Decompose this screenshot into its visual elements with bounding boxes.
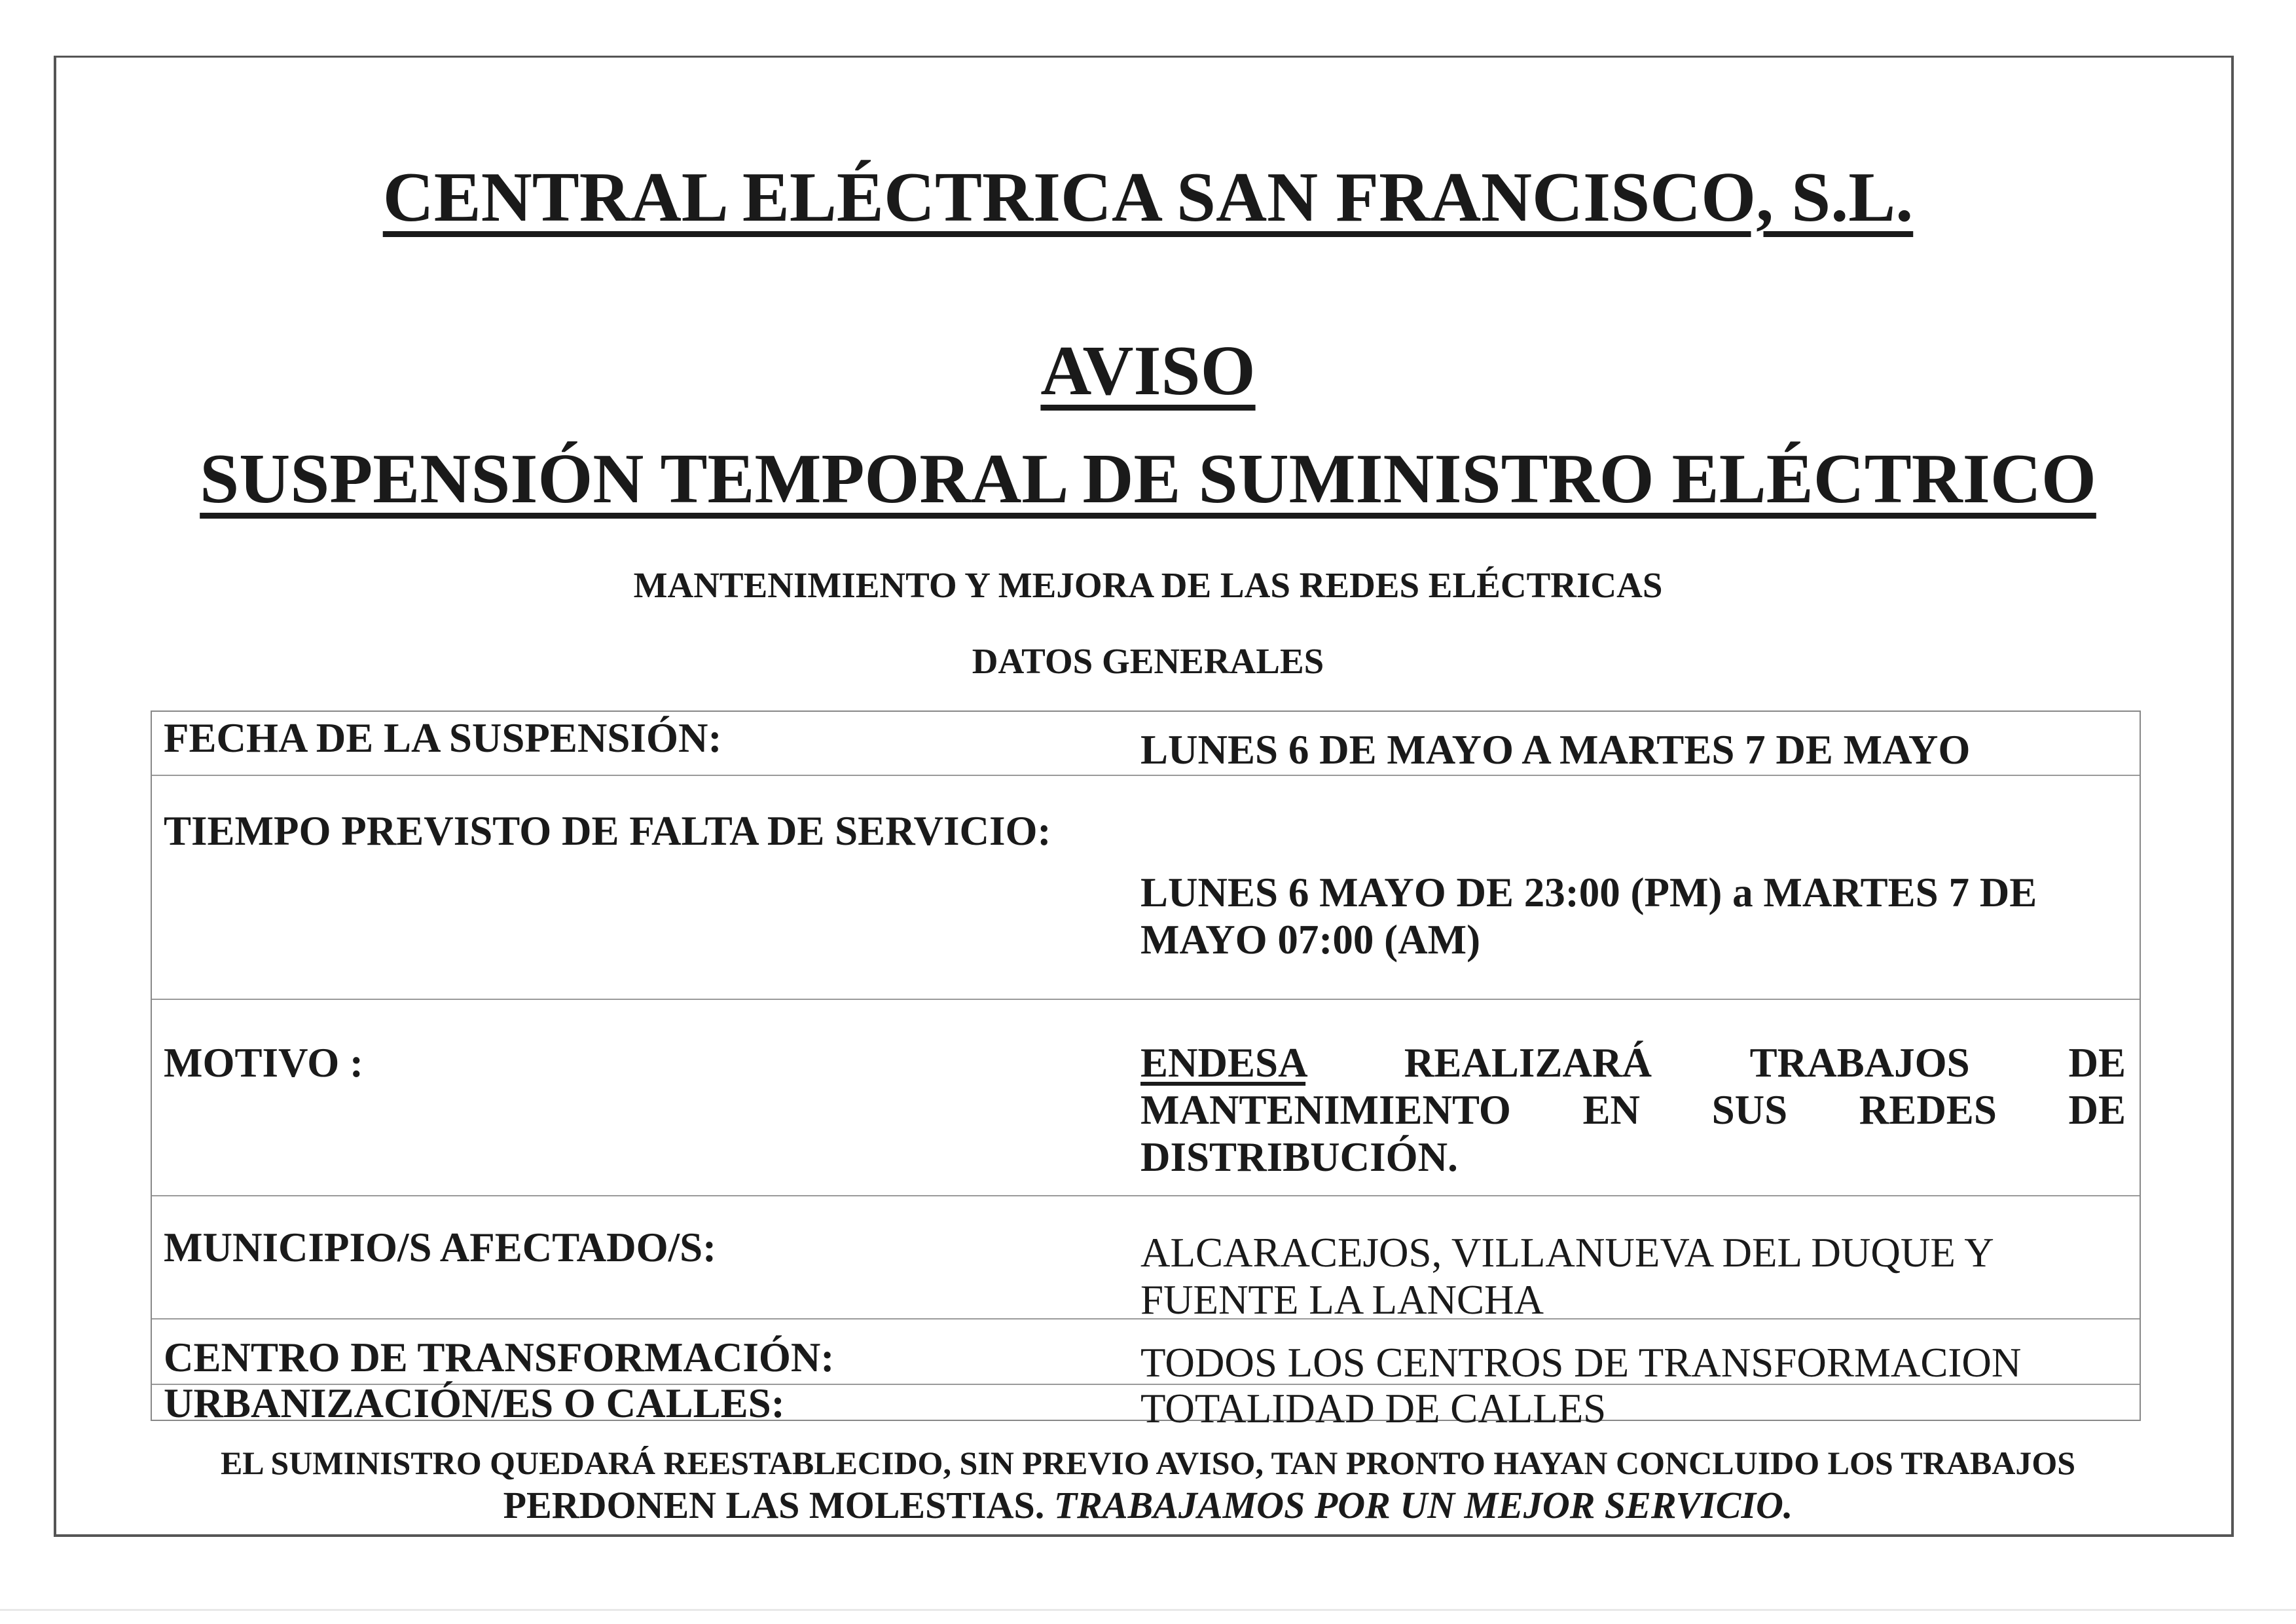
footer-apology-text: PERDONEN LAS MOLESTIAS. <box>503 1484 1045 1526</box>
row-label: MUNICIPIO/S AFECTADO/S: <box>164 1225 717 1270</box>
table-row <box>152 1320 2140 1385</box>
section-title: DATOS GENERALES <box>972 641 1324 681</box>
notice-title-text: AVISO <box>1040 332 1256 410</box>
row-value: TODOS LOS CENTROS DE TRANSFORMACION <box>1140 1340 2022 1386</box>
row-value: LUNES 6 DE MAYO A MARTES 7 DE MAYO <box>1140 727 1971 773</box>
row-label: CENTRO DE TRANSFORMACIÓN: <box>164 1335 835 1380</box>
details-table <box>151 710 2141 1431</box>
scan-edge <box>0 1609 2296 1611</box>
row-label: URBANIZACIÓN/ES O CALLES: <box>164 1380 785 1426</box>
row-value <box>1140 1039 2126 1181</box>
table-row <box>152 1000 2140 1196</box>
row-label: MOTIVO : <box>164 1040 363 1086</box>
table-row <box>152 712 2140 776</box>
company-endesa: ENDESA <box>1140 1040 1306 1086</box>
row-label: TIEMPO PREVISTO DE FALTA DE SERVICIO: <box>164 808 1051 854</box>
table-row <box>152 1196 2140 1323</box>
row-value: LUNES 6 MAYO DE 23:00 (PM) a MARTES 7 DE MAYO 07:00 (AM) <box>1140 870 2037 963</box>
row-label: FECHA DE LA SUSPENSIÓN: <box>164 715 722 761</box>
row-value: TOTALIDAD DE CALLES <box>1140 1386 1607 1431</box>
table-row <box>152 776 2140 1000</box>
footer-slogan: TRABAJAMOS POR UN MEJOR SERVICIO. <box>1053 1484 1793 1526</box>
subtitle: MANTENIMIENTO Y MEJORA DE LAS REDES ELÉCTRICAS <box>633 565 1663 605</box>
headline <box>0 439 2296 520</box>
footer-apology <box>0 1483 2296 1527</box>
table-row <box>152 1380 2140 1431</box>
footer-notice: EL SUMINISTRO QUEDARÁ REESTABLECIDO, SIN PREVIO AVISO, TAN PRONTO HAYAN CONCLUIDO LOS TRABAJOS <box>220 1445 2076 1481</box>
row-value: ALCARACEJOS, VILLANUEVA DEL DUQUE Y FUENTE LA LANCHA <box>1140 1230 1993 1323</box>
notice-title <box>0 331 2296 412</box>
headline-text: SUSPENSIÓN TEMPORAL DE SUMINISTRO ELÉCTRICO <box>200 440 2096 518</box>
company-name <box>0 157 2296 238</box>
company-name-text: CENTRAL ELÉCTRICA SAN FRANCISCO, S.L. <box>382 158 1914 236</box>
row-value-text: REALIZARÁ TRABAJOS DE MANTENIMIENTO EN SUS REDES DE DISTRIBUCIÓN. <box>1140 1040 2126 1180</box>
